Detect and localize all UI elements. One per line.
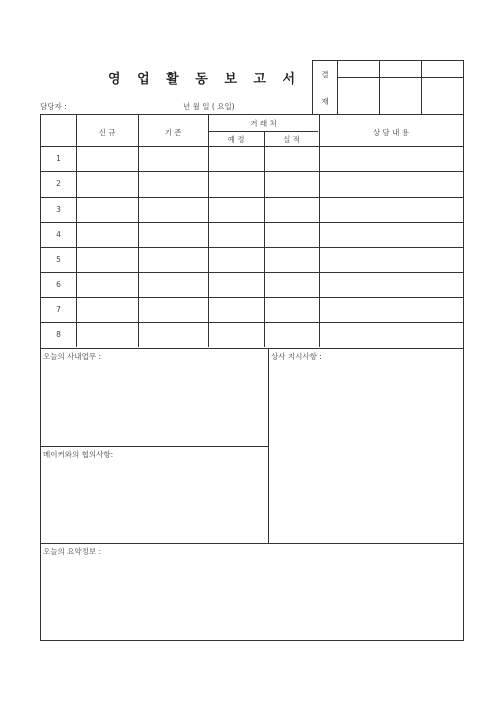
- header-client: 거 래 처: [250, 119, 277, 128]
- internal-work-label: 오늘의 사내업무 :: [43, 352, 102, 361]
- row-number: 7: [56, 305, 61, 314]
- page-title: 영 업 활 동 보 고 서: [108, 72, 302, 87]
- header-new: 신 규: [98, 128, 116, 137]
- activity-report-form: [40, 114, 464, 641]
- row-number: 3: [56, 205, 61, 214]
- row-number: 2: [56, 179, 61, 188]
- row-number: 1: [56, 154, 61, 163]
- approval-label-top: 결: [321, 70, 329, 79]
- approval-label-bottom: 재: [321, 97, 329, 106]
- date-label: 년 월 일 ( 요일): [183, 102, 235, 111]
- summary-info-label: 오늘의 요약정보 :: [43, 547, 102, 556]
- author-label: 담당자 :: [40, 102, 67, 111]
- header-existing: 기 존: [164, 128, 182, 137]
- header-actual: 실 적: [283, 135, 300, 144]
- row-number: 4: [56, 230, 61, 239]
- maker-consultation-label: 메이커와의 협의사항:: [43, 450, 114, 459]
- approval-box: [312, 60, 464, 115]
- row-number: 8: [56, 330, 61, 339]
- header-planned: 예 정: [227, 135, 245, 144]
- supervisor-instructions-label: 상사 지시사항 :: [271, 352, 322, 361]
- row-number: 5: [56, 255, 61, 264]
- row-number: 6: [56, 280, 61, 289]
- header-consultation: 상 담 내 용: [372, 128, 410, 137]
